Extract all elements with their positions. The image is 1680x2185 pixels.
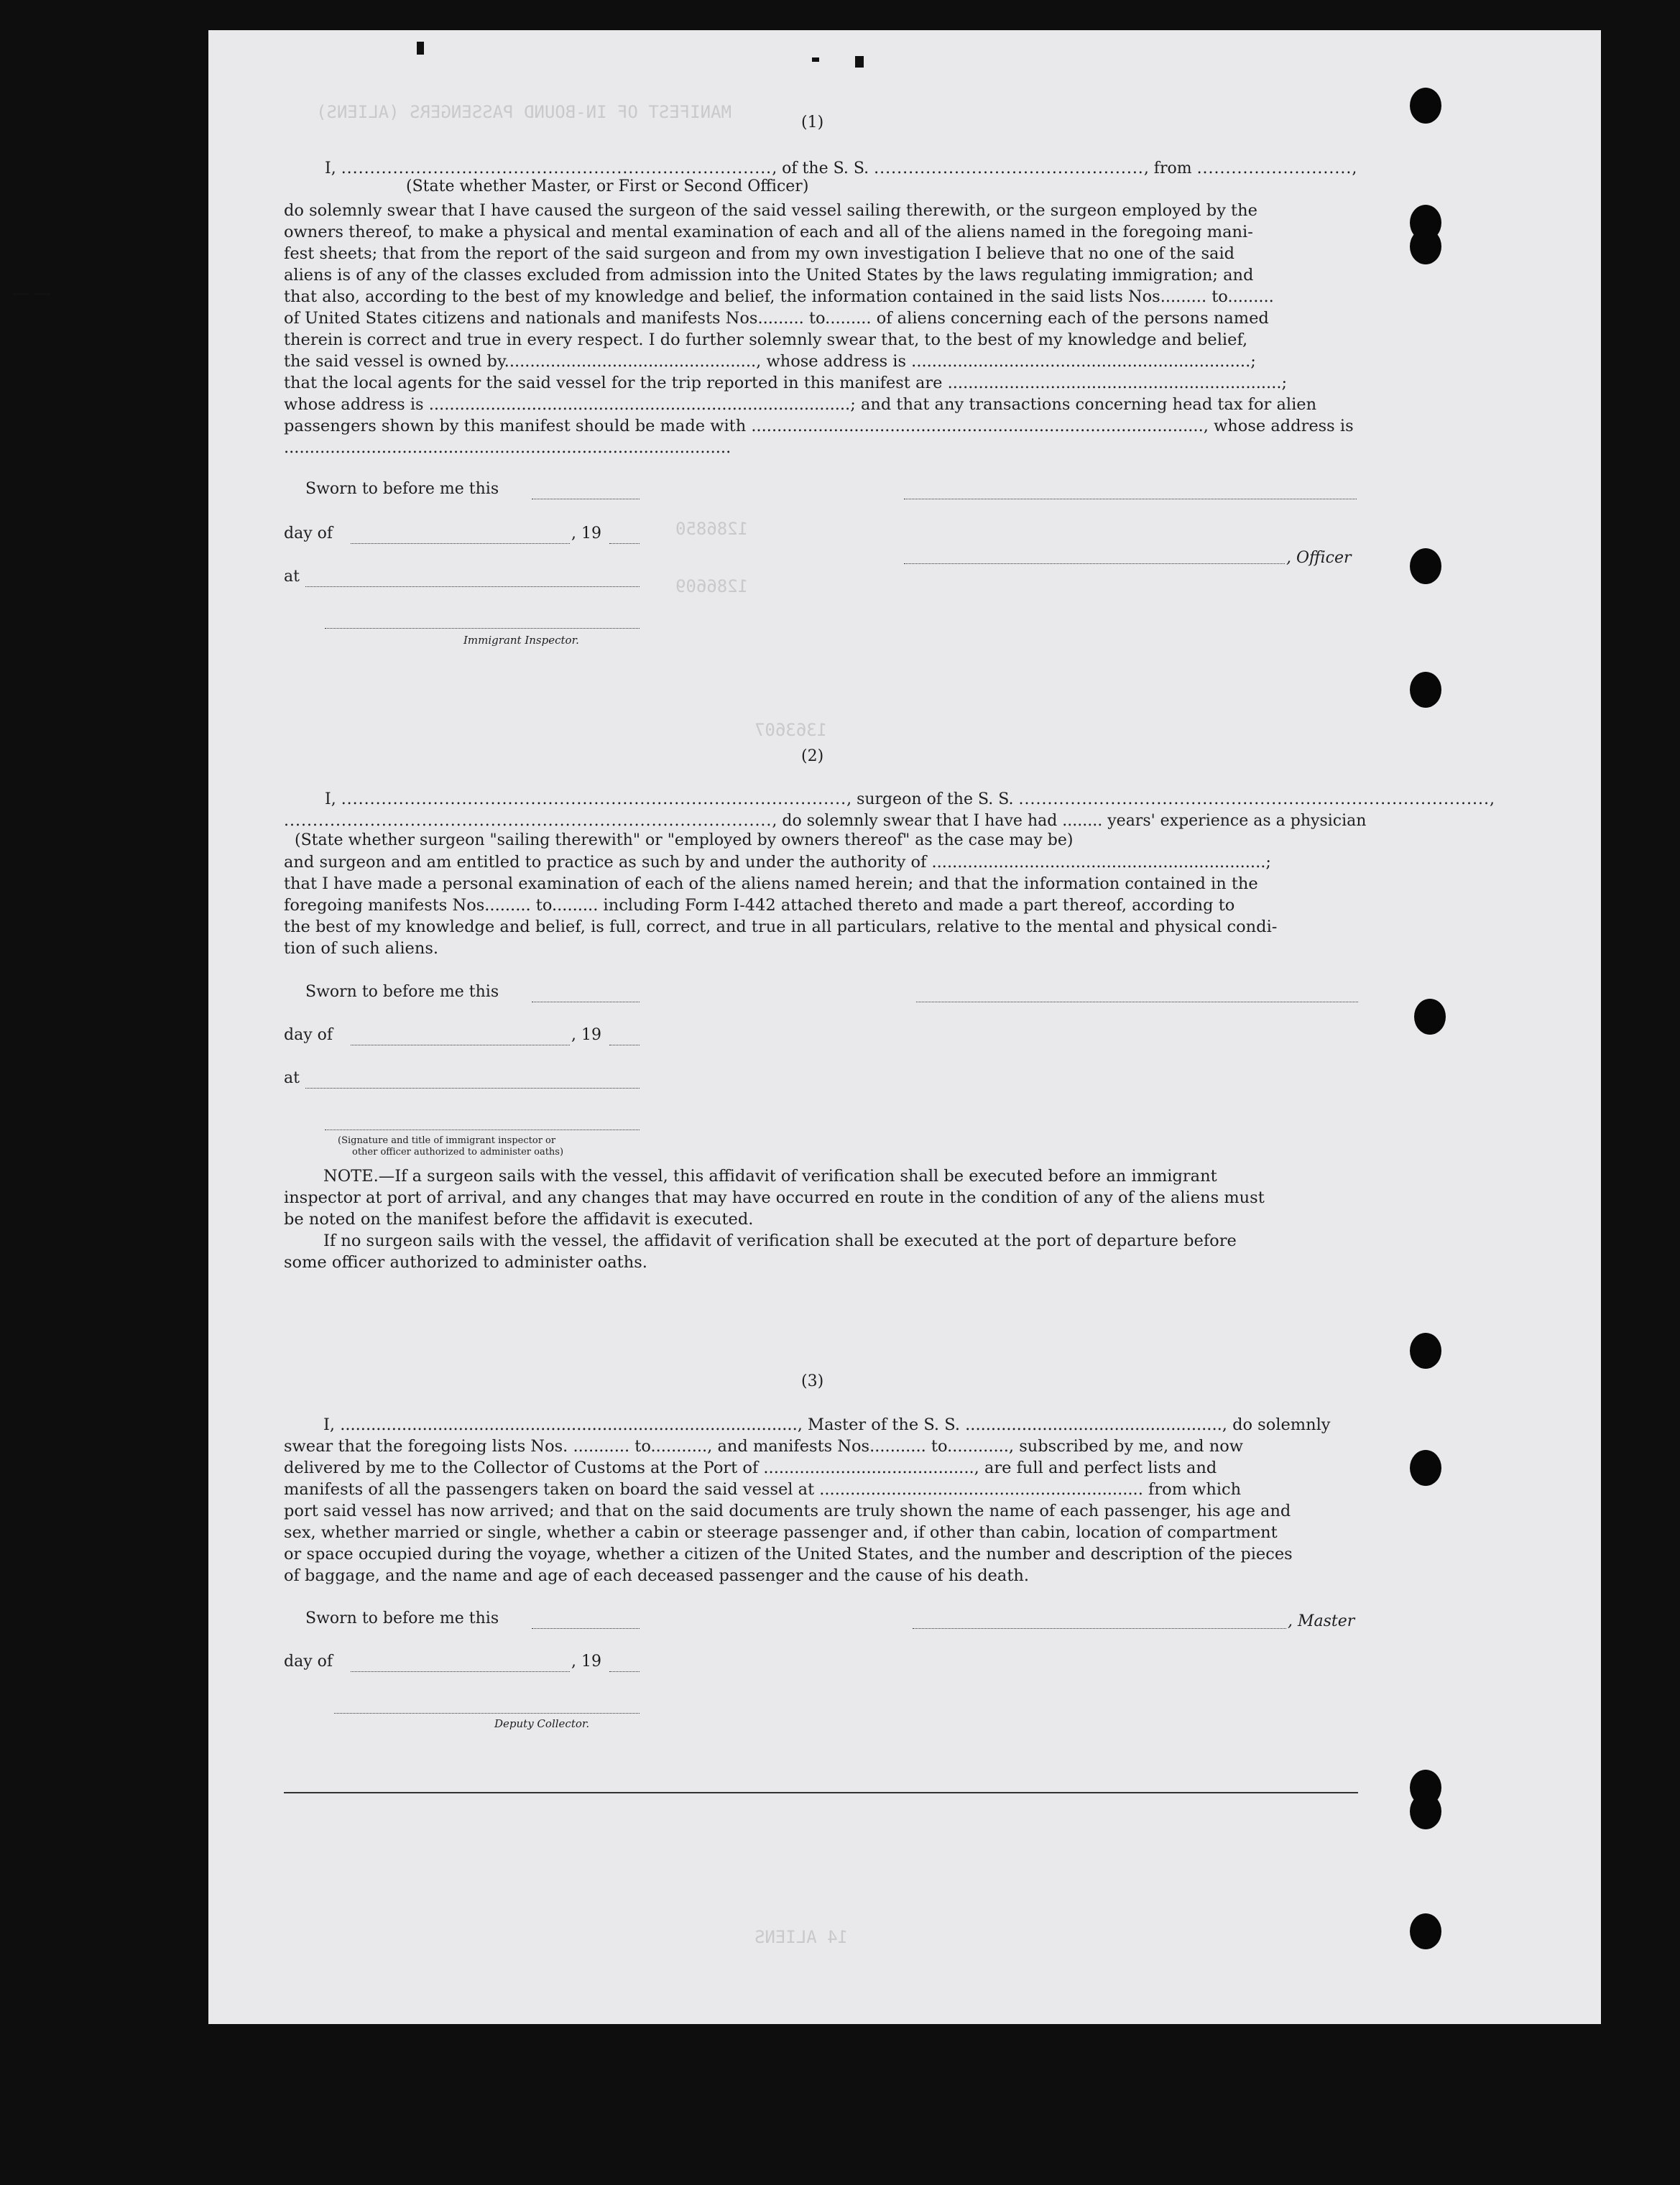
body-line: tion of such aliens.: [284, 939, 439, 958]
scan-speck: [34, 293, 50, 295]
body-line: that I have made a personal examination of each of the aliens named herein; and that the information contained in the: [284, 874, 1258, 893]
sworn-label: Sworn to before me this: [305, 983, 499, 1001]
year-label: , 19: [571, 1026, 601, 1044]
date-line: [532, 1628, 640, 1629]
note-line: be noted on the manifest before the affidavit is executed.: [284, 1210, 754, 1229]
body-line: I, ........................................................................................., Master of the S. S. .................................................., do solemnly: [323, 1415, 1331, 1434]
punch-hole: [1410, 228, 1441, 264]
body-line: fest sheets; that from the report of the said surgeon and from my own investigation I believe that no one of the said: [284, 244, 1235, 263]
punch-hole: [1414, 999, 1446, 1035]
body-line: manifests of all the passengers taken on board the said vessel at ............................................................... from which: [284, 1480, 1242, 1499]
at-label: at: [284, 1069, 300, 1087]
punch-hole: [1410, 88, 1441, 124]
bleed-through-number: 1363607: [754, 720, 828, 740]
scan-speck: [812, 57, 819, 62]
body-line: sex, whether married or single, whether a cabin or steerage passenger and, if other than cabin, location of compartment: [284, 1523, 1278, 1542]
master-label: , Master: [1288, 1612, 1355, 1630]
note-block: [284, 1165, 1362, 1273]
body-line: aliens is of any of the classes excluded from admission into the United States by the laws regulating immigration; and: [284, 266, 1254, 285]
body-line: therein is correct and true in every respect. I do further solemnly swear that, to the best of my knowledge and belief,: [284, 331, 1248, 349]
body-line: delivered by me to the Collector of Customs at the Port of ........................................., are full and perfect lists and: [284, 1459, 1217, 1477]
body-line: whose address is ..................................................................................; and that any transactions concerning head tax for alien: [284, 395, 1317, 414]
officer-line: [904, 563, 1285, 564]
bleed-through-number: 1286850: [675, 519, 749, 539]
body-line: owners thereof, to make a physical and mental examination of each and all of the aliens named in the foregoing mani-: [284, 223, 1253, 241]
at-label: at: [284, 568, 300, 586]
bleed-through-heading: MANIFEST OF IN-BOUND PASSENGERS (ALIENS): [316, 102, 731, 122]
inspector-label: Immigrant Inspector.: [463, 634, 579, 647]
section2-body: [284, 851, 1362, 959]
day-of-label: day of: [284, 1653, 333, 1671]
body-line: passengers shown by this manifest should be made with ........................................................................................, whose address is: [284, 417, 1354, 435]
section1-opening: I, ..........................................................................., of the S. S. ..............................................., from ...........................,: [325, 160, 1358, 177]
body-line: and surgeon and am entitled to practice as such by and under the authority of .................................................................;: [284, 853, 1271, 872]
sworn-label: Sworn to before me this: [305, 480, 499, 498]
officer-hint: (State whether Master, or First or Second Officer): [406, 177, 809, 195]
note-line: inspector at port of arrival, and any changes that may have occurred en route in the condition of any of the aliens must: [284, 1188, 1265, 1207]
section-number: (3): [801, 1372, 824, 1390]
section3-body: [284, 1414, 1362, 1586]
section-number: (1): [801, 114, 824, 131]
collector-label: Deputy Collector.: [494, 1717, 590, 1730]
scan-speck: [13, 293, 29, 295]
punch-hole: [1410, 1333, 1441, 1369]
body-line: the best of my knowledge and belief, is full, correct, and true in all particulars, relative to the mental and physical condi-: [284, 918, 1278, 936]
scan-speck: [417, 42, 424, 55]
body-line: of United States citizens and nationals and manifests Nos......... to......... of aliens concerning each of the persons named: [284, 309, 1269, 328]
inspector-signature-line: [325, 628, 640, 629]
bleed-through-footer: 14 ALIENS: [754, 1927, 849, 1947]
day-of-label: day of: [284, 525, 333, 542]
body-line: of baggage, and the name and age of each deceased passenger and the cause of his death.: [284, 1566, 1030, 1585]
year-label: , 19: [571, 1653, 601, 1671]
year-line: [609, 1671, 640, 1672]
body-line: port said vessel has now arrived; and that on the said documents are truly shown the name of each passenger, his age and: [284, 1502, 1291, 1520]
master-signature-line: [913, 1628, 1286, 1629]
body-line: foregoing manifests Nos......... to......... including Form I-442 attached thereto and made a part thereof, according to: [284, 896, 1235, 915]
surgeon-hint: (State whether surgeon "sailing therewith" or "employed by owners thereof" as the case may be): [295, 831, 1074, 849]
year-line: [609, 543, 640, 544]
day-line: [351, 543, 570, 544]
bleed-through-number: 1286609: [675, 576, 749, 596]
signature-hint: other officer authorized to administer oaths): [352, 1147, 564, 1158]
at-line: [305, 1088, 640, 1089]
section-number: (2): [801, 747, 824, 765]
section2-opening: I, ........................................................................................, surgeon of the S. S. ..................................................................................,: [325, 790, 1495, 808]
note-line: If no surgeon sails with the vessel, the affidavit of verification shall be executed at the port of departure before: [323, 1232, 1237, 1250]
day-line: [351, 1671, 570, 1672]
punch-hole: [1410, 548, 1441, 584]
punch-hole: [1410, 1450, 1441, 1486]
body-line: that also, according to the best of my knowledge and belief, the information contained in the said lists Nos......... to.........: [284, 287, 1274, 306]
body-line: the said vessel is owned by................................................., whose address is ..................................................................;: [284, 352, 1256, 371]
scan-speck: [855, 56, 864, 68]
day-of-label: day of: [284, 1026, 333, 1044]
signature-hint: (Signature and title of immigrant inspector or: [338, 1135, 556, 1146]
punch-hole: [1410, 1913, 1441, 1949]
section1-body: [284, 200, 1362, 458]
collector-signature-line: [334, 1713, 640, 1714]
punch-hole: [1410, 672, 1441, 708]
body-line: that the local agents for the said vessel for the trip reported in this manifest are .................................................................;: [284, 374, 1288, 392]
year-label: , 19: [571, 525, 601, 542]
body-line: swear that the foregoing lists Nos. ........... to..........., and manifests Nos........... to............, subscribed by me, and now: [284, 1437, 1244, 1456]
note-line: NOTE.—If a surgeon sails with the vessel, this affidavit of verification shall be executed before an immigrant: [323, 1167, 1217, 1186]
note-line: some officer authorized to administer oaths.: [284, 1253, 647, 1272]
at-line: [305, 586, 640, 587]
section2-years-line: ....................................................................................., do solemnly swear that I have had ........ years' experience as a physician: [284, 812, 1367, 830]
sworn-label: Sworn to before me this: [305, 1609, 499, 1627]
punch-hole: [1410, 1793, 1441, 1829]
officer-label: , Officer: [1286, 549, 1352, 567]
body-line: or space occupied during the voyage, whether a citizen of the United States, and the number and description of the pieces: [284, 1545, 1293, 1563]
body-line: .......................................................................................: [284, 438, 731, 457]
body-line: do solemnly swear that I have caused the surgeon of the said vessel sailing therewith, or the surgeon employed by the: [284, 201, 1257, 220]
bottom-rule: [284, 1792, 1358, 1793]
